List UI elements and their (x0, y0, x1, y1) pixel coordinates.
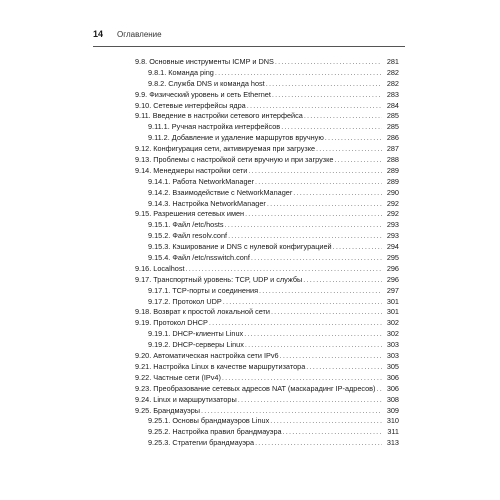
toc-entry-page: 294 (386, 242, 399, 252)
toc-entry-page: 281 (386, 57, 399, 66)
toc-entry (93, 373, 399, 384)
toc-entry-page: 309 (386, 405, 399, 415)
dot-leader (267, 199, 382, 210)
toc-entry-label: 9.23. Преобразование сетевых адресов NAT (маскарадинг IP-адресов) (135, 383, 376, 393)
toc-entry (93, 111, 399, 122)
toc-entry (93, 297, 399, 308)
toc-entry-label: 9.14.1. Работа NetworkManager (148, 176, 255, 186)
dot-leader (293, 188, 382, 199)
dot-leader (248, 166, 382, 177)
toc-entry-label: 9.25. Брандмауэры (135, 405, 201, 415)
table-of-contents (93, 57, 399, 449)
toc-entry-label: 9.17. Транспортный уровень: TCP, UDP и службы (135, 274, 303, 284)
toc-entry-page: 301 (386, 296, 399, 306)
toc-entry-label: 9.16. Localhost (135, 263, 185, 273)
dot-leader (334, 155, 382, 166)
toc-entry (93, 199, 399, 210)
toc-entry-page: 289 (386, 176, 399, 186)
toc-entry-page: 302 (386, 329, 399, 339)
toc-entry-page: 293 (386, 220, 399, 230)
toc-entry-page: 284 (386, 100, 399, 110)
dot-leader (186, 264, 383, 275)
toc-entry (93, 427, 399, 438)
toc-entry-label: 9.9. Физический уровень и сеть Ethernet (135, 89, 271, 99)
toc-entry-page: 296 (386, 274, 399, 284)
toc-entry (93, 101, 399, 112)
toc-entry (93, 144, 399, 155)
toc-entry (93, 307, 399, 318)
toc-entry-label: 9.25.3. Стратегии брандмауэра (148, 438, 255, 448)
toc-entry-label: 9.19.1. DHCP-клиенты Linux (148, 329, 244, 339)
dot-leader (255, 438, 382, 449)
toc-entry-label: 9.21. Настройка Linux в качестве маршрутизатора (135, 361, 306, 371)
toc-entry (93, 177, 399, 188)
toc-entry-label: 9.15.3. Кэширование и DNS с нулевой конфигурацией (148, 242, 332, 252)
toc-entry (93, 133, 399, 144)
toc-entry (93, 438, 399, 449)
toc-entry-label: 9.15.4. Файл /etc/nsswitch.conf (148, 253, 250, 263)
toc-entry-page: 288 (386, 155, 399, 165)
dot-leader (316, 144, 382, 155)
dot-leader (304, 111, 382, 122)
dot-leader (245, 340, 382, 351)
dot-leader (272, 90, 382, 101)
dot-leader (245, 209, 382, 220)
dot-leader (271, 307, 382, 318)
toc-entry-page: 306 (386, 383, 399, 393)
toc-entry-label: 9.15.2. Файл resolv.conf (148, 231, 228, 241)
toc-entry (93, 351, 399, 362)
toc-entry (93, 90, 399, 101)
toc-entry-page: 287 (386, 144, 399, 154)
page-number: 14 (93, 29, 104, 39)
toc-entry-label: 9.14. Менеджеры настройки сети (135, 165, 248, 175)
toc-entry-page: 282 (386, 78, 399, 88)
toc-entry (93, 188, 399, 199)
toc-entry-page: 293 (386, 231, 399, 241)
toc-entry-page: 306 (386, 372, 399, 382)
toc-entry (93, 155, 399, 166)
toc-entry-label: 9.8.2. Служба DNS и команда host (148, 78, 265, 88)
dot-leader (280, 351, 382, 362)
toc-entry-label: 9.20. Автоматическая настройка сети IPv6 (135, 351, 279, 361)
toc-entry (93, 209, 399, 220)
toc-entry (93, 395, 399, 406)
toc-entry-label: 9.17.2. Протокол UDP (148, 296, 222, 306)
toc-entry-page: 286 (386, 133, 399, 143)
toc-entry-page: 310 (386, 416, 399, 426)
dot-leader (201, 406, 382, 417)
toc-entry-label: 9.25.1. Основы брандмауэров Linux (148, 416, 270, 426)
dot-leader (281, 122, 382, 133)
toc-entry-page: 292 (386, 198, 399, 208)
dot-leader (303, 275, 382, 286)
toc-entry-label: 9.14.2. Взаимодействие с NetworkManager (148, 187, 293, 197)
toc-entry-label: 9.14.3. Настройка NetworkManager (148, 198, 266, 208)
dot-leader (251, 253, 382, 264)
toc-entry (93, 122, 399, 133)
toc-entry-page: 285 (386, 122, 399, 132)
dot-leader (259, 286, 382, 297)
toc-entry-label: 9.19.2. DHCP-серверы Linux (148, 340, 244, 350)
dot-leader (215, 68, 382, 79)
toc-entry (93, 286, 399, 297)
toc-entry (93, 329, 399, 340)
dot-leader (228, 231, 382, 242)
toc-entry (93, 57, 399, 68)
dot-leader (247, 101, 382, 112)
toc-entry-label: 9.18. Возврат к простой локальной сети (135, 307, 270, 317)
toc-entry-page: 290 (386, 187, 399, 197)
dot-leader (306, 362, 382, 373)
dot-leader (333, 242, 382, 253)
toc-entry-page: 282 (386, 67, 399, 77)
dot-leader (270, 416, 382, 427)
toc-entry (93, 340, 399, 351)
toc-entry-page: 301 (386, 307, 399, 317)
toc-entry (93, 384, 399, 395)
toc-entry-label: 9.13. Проблемы с настройкой сети вручную и при загрузке (135, 155, 334, 165)
toc-entry (93, 416, 399, 427)
toc-entry (93, 318, 399, 329)
toc-entry (93, 220, 399, 231)
toc-entry-label: 9.12. Конфигурация сети, активируемая при загрузке (135, 144, 316, 154)
dot-leader (275, 57, 382, 68)
toc-entry-page: 292 (386, 209, 399, 219)
toc-entry-label: 9.25.2. Настройка правил брандмауэра (148, 427, 282, 437)
toc-entry-label: 9.17.1. TCP-порты и соединения (148, 285, 259, 295)
dot-leader (209, 318, 382, 329)
toc-entry-page: 308 (386, 394, 399, 404)
dot-leader (222, 373, 382, 384)
toc-entry (93, 264, 399, 275)
dot-leader (377, 384, 383, 395)
toc-entry-label: 9.15. Разрешения сетевых имен (135, 209, 245, 219)
dot-leader (283, 427, 382, 438)
toc-entry-page: 302 (386, 318, 399, 328)
dot-leader (266, 79, 382, 90)
toc-entry-label: 9.19. Протокол DHCP (135, 318, 208, 328)
toc-entry-label: 9.10. Сетевые интерфейсы ядра (135, 100, 246, 110)
dot-leader (325, 133, 382, 144)
toc-entry (93, 362, 399, 373)
dot-leader (244, 329, 382, 340)
toc-entry-label: 9.8. Основные инструменты ICMP и DNS (135, 57, 274, 66)
dot-leader (238, 395, 382, 406)
page-header (93, 24, 405, 47)
toc-entry-label: 9.24. Linux и маршрутизаторы (135, 394, 237, 404)
toc-entry-label: 9.11.2. Добавление и удаление маршрутов вручную (148, 133, 324, 143)
toc-entry-page: 296 (386, 263, 399, 273)
running-title: Оглавление (117, 30, 162, 39)
toc-entry-page: 305 (386, 361, 399, 371)
dot-leader (225, 220, 382, 231)
toc-entry (93, 406, 399, 417)
dot-leader (255, 177, 382, 188)
toc-entry-label: 9.22. Частные сети (IPv4) (135, 372, 221, 382)
toc-entry-page: 295 (386, 253, 399, 263)
toc-entry (93, 166, 399, 177)
toc-entry-label: 9.11.1. Ручная настройка интерфейсов (148, 122, 281, 132)
toc-entry (93, 79, 399, 90)
toc-entry-page: 303 (386, 340, 399, 350)
toc-entry (93, 275, 399, 286)
toc-entry-page: 289 (386, 165, 399, 175)
toc-entry-label: 9.15.1. Файл /etc/hosts (148, 220, 224, 230)
toc-entry-page: 313 (386, 438, 399, 448)
toc-entry-page: 283 (386, 89, 399, 99)
dot-leader (223, 297, 382, 308)
toc-entry (93, 68, 399, 79)
toc-entry-page: 285 (386, 111, 399, 121)
toc-entry-page: 303 (386, 351, 399, 361)
toc-entry-label: 9.8.1. Команда ping (148, 67, 214, 77)
toc-entry (93, 253, 399, 264)
toc-entry-label: 9.11. Введение в настройки сетевого интерфейса (135, 111, 303, 121)
toc-entry-page: 297 (386, 285, 399, 295)
toc-entry-page: 311 (387, 427, 399, 437)
toc-entry (93, 242, 399, 253)
toc-entry (93, 231, 399, 242)
